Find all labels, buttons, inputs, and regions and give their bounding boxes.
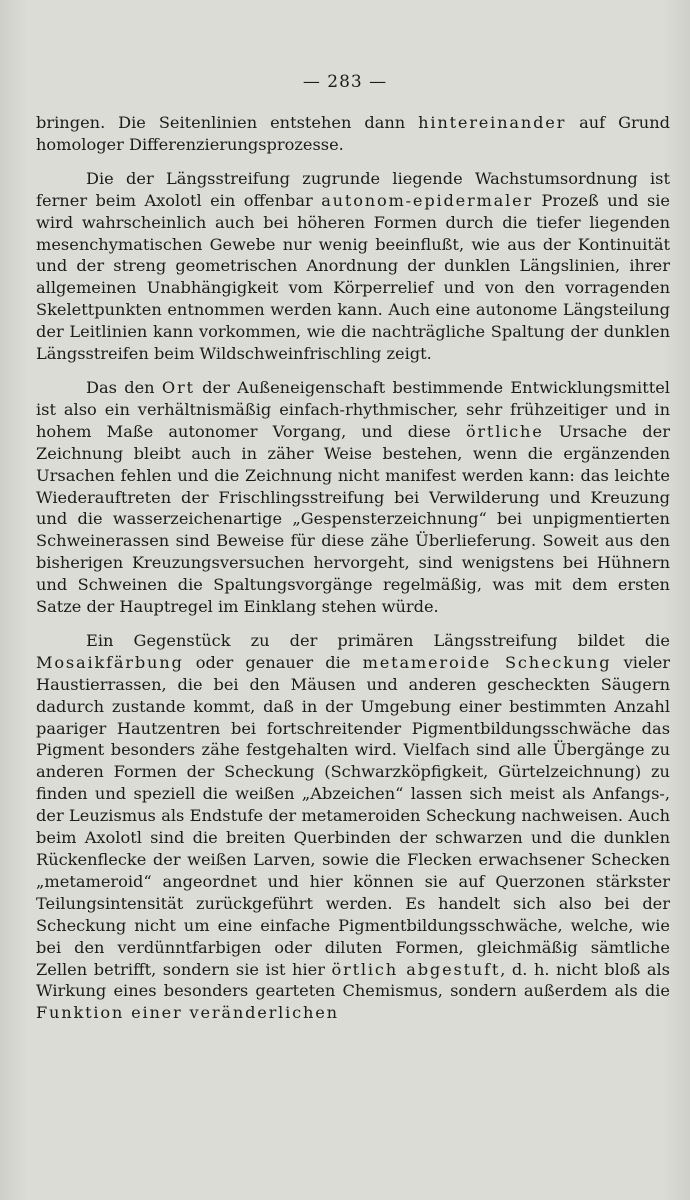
text-run: Ursache der Zeichnung bleibt auch in zäher Weise bestehen, wenn die ergänzenden Ursachen fehlen und die Zeichnung nicht manifest werden kann: das leichte Wiederauftreten der Frischlingsstreifung bei Verwilderung und Kreuzung und die wasserzeichenartige „Gespensterzeichnung“ bei unpigmentierten Schweinerassen sind Beweise für diese zähe Überlieferung. Soweit aus den bisherigen Kreuzungsversuchen hervorgeht, sind wenigstens bei Hühnern und Schweinen die Spaltungsvorgänge regelmäßig, was mit dem ersten Satze der Hauptregel im Einklang stehen würde.: [36, 421, 670, 617]
paragraph-laengsstreifung: [36, 168, 670, 365]
text-run: auf Grund homologer Differenzierungsprozesse.: [36, 113, 670, 154]
emphasized-spaced-text: Ort: [161, 377, 195, 397]
text-run: oder genauer die: [183, 652, 363, 672]
emphasized-spaced-text: metameroide Scheckung: [362, 652, 612, 672]
emphasized-spaced-text: autonom-epidermaler: [321, 190, 534, 210]
emphasized-spaced-text: hintereinander: [418, 113, 567, 132]
text-run: Die der Längsstreifung zugrunde liegende Wachstumsordnung ist ferner beim Axolotl ein offenbar: [36, 168, 670, 210]
page-number: — 283 —: [302, 72, 388, 92]
text-run: , d. h. nicht bloß als Wirkung eines besonders gearteten Chemismus, sondern außerdem als die: [36, 959, 670, 1001]
paragraph-entwicklungsmittel: [36, 377, 670, 618]
paragraph-gap: [36, 156, 670, 168]
text-run: der Außeneigenschaft bestimmende Entwicklungsmittel ist also ein verhältnismäßig einfach-rhythmischer, sehr frühzeitiger und in hohem Maße autonomer Vorgang, und diese: [36, 377, 670, 441]
text-run: bringen. Die Seitenlinien entstehen dann: [36, 113, 419, 132]
text-run: Prozeß und sie wird wahrscheinlich auch bei höheren Formen durch die tiefer liegenden mesenchymatischen Gewebe nur wenig beeinflußt, wie aus der Kontinuität und der streng geometrischen Anordnung der dunklen Längslinien, ihrer allgemeinen Unabhängigkeit vom Körperrelief und von den vorragenden Skelettpunkten entnommen werden kann. Auch eine autonome Längsteilung der Leitlinien kann vorkommen, wie die nachträgliche Spaltung der dunklen Längsstreifen beim Wildschweinfrischling zeigt.: [36, 190, 671, 364]
paragraph-gap: [36, 365, 670, 377]
emphasized-spaced-text: Funktion einer veränderlichen: [36, 1003, 339, 1023]
text-run: Das den: [86, 377, 162, 397]
paragraph-mosaikfaerbung: [36, 630, 670, 1024]
paragraph-gap: [36, 618, 670, 630]
emphasized-spaced-text: Mosaikfärbung: [36, 652, 184, 672]
emphasized-spaced-text: örtliche: [465, 421, 544, 441]
text-run: Ein Gegenstück zu der primären Längsstreifung bildet die: [86, 630, 670, 650]
emphasized-spaced-text: örtlich abgestuft: [331, 959, 501, 979]
text-run: vieler Haustierrassen, die bei den Mäusen und anderen gescheckten Säugern dadurch zustande kommt, daß in der Umgebung einer bestimmten Anzahl paariger Hautzentren bei fortschreitender Pigmentbildungsschwäche das Pigment besonders zähe festgehalten wird. Vielfach sind alle Übergänge zu anderen Formen der Scheckung (Schwarzköpfigkeit, Gürtelzeichnung) zu finden und speziell die weißen „Abzeichen“ lassen sich meist als Anfangs-, der Leuzismus als Endstufe der metameroiden Scheckung nachweisen. Auch beim Axolotl sind die breiten Querbinden der schwarzen und die dunklen Rückenflecke der weißen Larven, sowie die Flecken erwachsener Schecken „metameroid“ angeordnet und hier können sie auf Querzonen stärkster Teilungsintensität zurückgeführt werden. Es handelt sich also bei der Scheckung nicht um eine einfache Pigmentbildungsschwäche, welche, wie bei den verdünntfarbigen oder diluten Formen, gleichmäßig sämtliche Zellen betrifft, sondern sie ist hier: [36, 652, 671, 979]
paragraph-continuation: [36, 112, 670, 156]
page-body: [36, 112, 670, 1024]
